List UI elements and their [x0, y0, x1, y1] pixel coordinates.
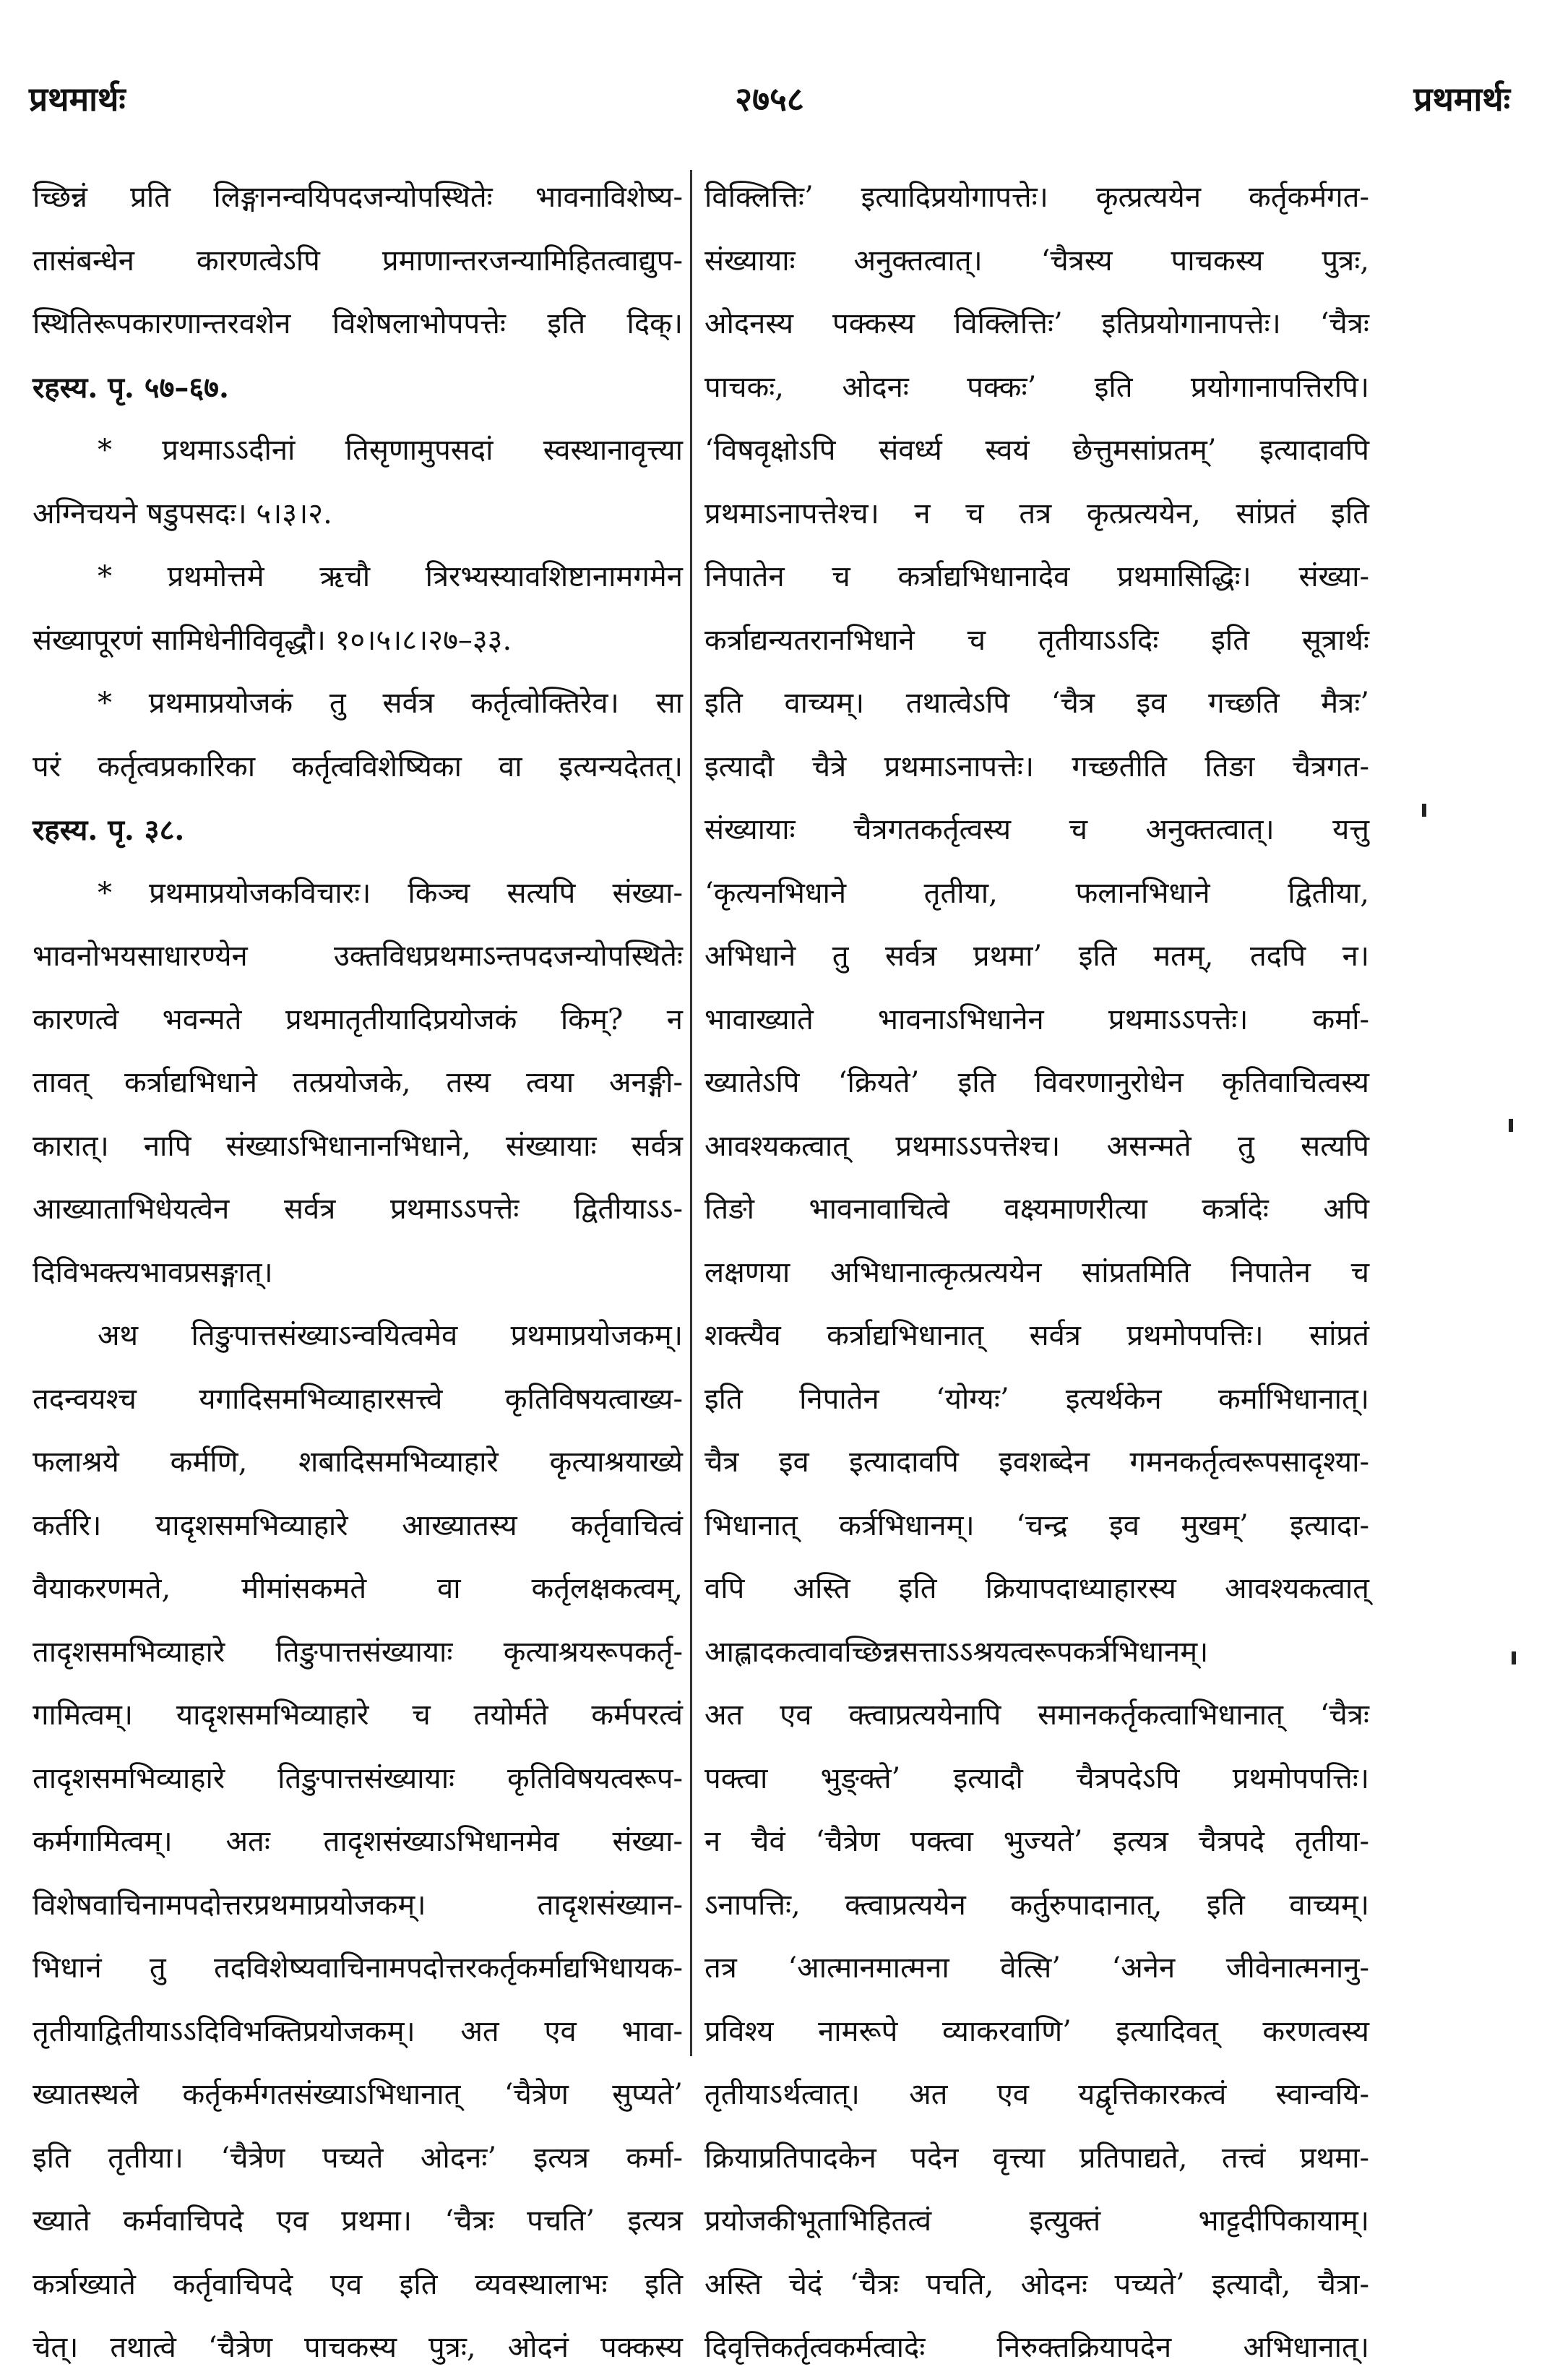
text-line: न चैवं ‘चैत्रेण पक्त्वा भुज्यते’ इत्यत्र चैत्रपदे तृतीया- — [704, 1825, 1369, 1858]
text-line: विक्लित्तिः’ इत्यादिप्रयोगापत्तेः। कृत्प्रत्ययेन कर्तृकर्मगत- — [704, 181, 1369, 214]
text-line: संख्यापूरणं सामिधेनीविवृद्धौ। १०।५।८।२७–३३. — [33, 623, 512, 657]
text-line: इति तृतीया। ‘चैत्रेण पच्यते ओदनः’ इत्यत्र कर्मा- — [33, 2141, 683, 2175]
left-column — [33, 166, 683, 2364]
text-line: अत एव क्त्वाप्रत्ययेनापि समानकर्तृकत्वाभिधानात् ‘चैत्रः — [704, 1698, 1369, 1732]
text-line: स्थितिरूपकारणान्तरवशेन विशेषलाभोपपत्तेः इति दिक्। — [33, 307, 683, 340]
text-line: तदन्वयश्च यगादिसमभिव्याहारसत्त्वे कृतिविषयत्वाख्य- — [33, 1382, 683, 1416]
entry-heading-line: * प्रथमाप्रयोजकं तु सर्वत्र कर्तृत्वोक्तिरेव। सा — [98, 687, 683, 720]
text-line: च्छिन्नं प्रति लिङ्गानन्वयिपदजन्योपस्थितेः भावनाविशेष्य- — [33, 181, 683, 214]
scan-speck — [1422, 804, 1426, 817]
text-line: संख्यायाः अनुक्तत्वात्। ‘चैत्रस्य पाचकस्य पुत्रः, — [704, 244, 1369, 278]
text-line: चेत्। तथात्वे ‘चैत्रेण पाचकस्य पुत्रः, ओदनं पक्कस्य — [33, 2331, 683, 2364]
text-line: भावनोभयसाधारण्येन उक्तविधप्रथमाऽन्तपदजन्योपस्थितेः — [33, 940, 683, 973]
text-line: तादृशसमभिव्याहारे तिङुपात्तसंख्यायाः कृत्याश्रयरूपकर्तृ- — [33, 1635, 683, 1669]
header-right-title: प्रथमार्थः — [1413, 80, 1510, 119]
text-line: तत्र ‘आत्मानमात्मना वेत्सि’ ‘अनेन जीवेनात्मनानु- — [704, 1951, 1369, 1985]
text-line: वपि अस्ति इति क्रियापदाध्याहारस्य आवश्यकत्वात् — [704, 1572, 1369, 1605]
text-line: तृतीयाऽर्थत्वात्। अत एव यद्वृत्तिकारकत्वं स्वान्वयि- — [704, 2078, 1369, 2111]
text-line: इत्यादौ चैत्रे प्रथमाऽनापत्तेः। गच्छतीति तिङा चैत्रगत- — [704, 749, 1369, 783]
text-line: तावत् कर्त्राद्यभिधाने तत्प्रयोजके, तस्य त्वया अनङ्गी- — [33, 1066, 683, 1099]
text-line: ख्याते कर्मवाचिपदे एव प्रथमा। ‘चैत्रः पचति’ इत्यत्र — [33, 2204, 683, 2238]
text-line: विशेषवाचिनामपदोत्तरप्रथमाप्रयोजकम्। तादृशसंख्यान- — [33, 1888, 683, 1922]
entry-heading-line: * प्रथमाप्रयोजकविचारः। किञ्च सत्यपि संख्या- — [98, 876, 683, 910]
page-header — [29, 76, 1510, 141]
text-line: इति वाच्यम्। तथात्वेऽपि ‘चैत्र इव गच्छति मैत्रः’ — [704, 687, 1369, 720]
paragraph-start-line: अथ तिङुपात्तसंख्याऽन्वयित्वमेव प्रथमाप्रयोजकम्। — [98, 1319, 683, 1352]
text-line: आवश्यकत्वात् प्रथमाऽऽपत्तेश्च। असन्मते तु सत्यपि — [704, 1129, 1369, 1163]
text-line: फलाश्रये कर्मणि, शबादिसमभिव्याहारे कृत्याश्रयाख्ये — [33, 1445, 683, 1479]
text-line: कर्तरि। यादृशसमभिव्याहारे आख्यातस्य कर्तृवाचित्वं — [33, 1508, 683, 1542]
text-line: कारात्। नापि संख्याऽभिधानानभिधाने, संख्यायाः सर्वत्र — [33, 1129, 683, 1163]
text-line: आह्लादकत्वावच्छिन्नसत्ताऽऽश्रयत्वरूपकर्त्रभिधानम्। — [704, 1635, 1209, 1669]
entry-heading-line: * प्रथमाऽऽदीनां तिसृणामुपसदां स्वस्थानावृत्त्या — [98, 434, 683, 467]
text-line: ‘विषवृक्षोऽपि संवर्ध्य स्वयं छेत्तुमसांप्रतम्’ इत्यादावपि — [704, 434, 1369, 467]
text-line: शक्त्यैव कर्त्राद्यभिधानात् सर्वत्र प्रथमोपपत्तिः। सांप्रतं — [704, 1319, 1369, 1352]
text-line: पक्त्वा भुङ्क्ते’ इत्यादौ चैत्रपदेऽपि प्रथमोपपत्तिः। — [704, 1761, 1369, 1795]
text-line: कर्मगामित्वम्। अतः तादृशसंख्याऽभिधानमेव संख्या- — [33, 1825, 683, 1858]
right-column — [704, 166, 1369, 2364]
page-number: २७५८ — [735, 80, 804, 119]
text-line: कर्त्राद्यन्यतरानभिधाने च तृतीयाऽऽदिः इति सूत्रार्थः — [704, 623, 1369, 657]
text-line: ऽनापत्तिः, क्त्वाप्रत्ययेन कर्तुरुपादानात्, इति वाच्यम्। — [704, 1888, 1369, 1922]
header-left-title: प्रथमार्थः — [29, 80, 126, 119]
text-line: प्रथमाऽनापत्तेश्च। न च तत्र कृत्प्रत्ययेन, सांप्रतं इति — [704, 497, 1369, 530]
text-line: भिधानं तु तदविशेष्यवाचिनामपदोत्तरकर्तृकर्माद्यभिधायक- — [33, 1951, 683, 1985]
text-line: निपातेन च कर्त्राद्यभिधानादेव प्रथमासिद्धिः। संख्या- — [704, 560, 1369, 593]
text-line: लक्षणया अभिधानात्कृत्प्रत्ययेन सांप्रतमिति निपातेन च — [704, 1255, 1369, 1289]
text-line: संख्यायाः चैत्रगतकर्तृत्वस्य च अनुक्तत्वात्। यत्तु — [704, 813, 1369, 846]
text-line: गामित्वम्। यादृशसमभिव्याहारे च तयोर्मते कर्मपरत्वं — [33, 1698, 683, 1732]
entry-heading-line: * प्रथमोत्तमे ऋचौ त्रिरभ्यस्यावशिष्टानामगमेन — [98, 560, 683, 593]
text-line: भिधानात् कर्त्रभिधानम्। ‘चन्द्र इव मुखम्’ इत्यादा- — [704, 1508, 1369, 1542]
text-line: भावाख्याते भावनाऽभिधानेन प्रथमाऽऽपत्तेः। कर्मा- — [704, 1002, 1369, 1036]
text-line: तिङो भावनावाचित्वे वक्ष्यमाणरीत्या कर्त्रादेः अपि — [704, 1193, 1369, 1226]
text-line: प्रविश्य नामरूपे व्याकरवाणि’ इत्यादिवत् करणत्वस्य — [704, 2014, 1369, 2048]
text-line: दिवृत्तिकर्तृत्वकर्मत्वादेः निरुक्तक्रियापदेन अभिधानात्। — [704, 2331, 1369, 2364]
text-line: अभिधाने तु सर्वत्र प्रथमा’ इति मतम्, तदपि न। — [704, 940, 1369, 973]
text-line: पाचकः, ओदनः पक्कः’ इति प्रयोगानापत्तिरपि। — [704, 370, 1369, 404]
text-line: ओदनस्य पक्कस्य विक्लित्तिः’ इतिप्रयोगानापत्तेः। ‘चैत्रः — [704, 307, 1369, 340]
text-line: चैत्र इव इत्यादावपि इवशब्देन गमनकर्तृत्वरूपसादृश्या- — [704, 1445, 1369, 1479]
text-line: अग्निचयने षडुपसदः। ५।३।२. — [33, 497, 332, 530]
text-line: प्रयोजकीभूताभिहितत्वं इत्युक्तं भाट्टदीपिकायाम्। — [704, 2204, 1369, 2238]
text-line: क्रियाप्रतिपादकेन पदेन वृत्त्या प्रतिपाद्यते, तत्त्वं प्रथमा- — [704, 2141, 1369, 2175]
text-line: आख्याताभिधेयत्वेन सर्वत्र प्रथमाऽऽपत्तेः द्वितीयाऽऽ- — [33, 1193, 683, 1226]
scan-speck — [1512, 1651, 1516, 1664]
text-line: तासंबन्धेन कारणत्वेऽपि प्रमाणान्तरजन्यामिहितत्वाद्युप- — [33, 244, 683, 278]
text-line: परं कर्तृत्वप्रकारिका कर्तृत्वविशेष्यिका वा इत्यन्यदेतत्। — [33, 749, 683, 783]
text-line: दिविभक्त्यभावप्रसङ्गात्। — [33, 1255, 273, 1289]
text-line: वैयाकरणमते, मीमांसकमते वा कर्तृलक्षकत्वम्, — [33, 1572, 683, 1605]
text-line: अस्ति चेदं ‘चैत्रः पचति, ओदनः पच्यते’ इत्यादौ, चैत्रा- — [704, 2267, 1369, 2301]
reference-line: रहस्य. पृ. ५७–६७. — [33, 370, 229, 405]
text-line: तादृशसमभिव्याहारे तिङुपात्तसंख्यायाः कृतिविषयत्वरूप- — [33, 1761, 683, 1795]
text-line: ख्यातस्थले कर्तृकर्मगतसंख्याऽभिधानात् ‘चैत्रेण सुप्यते’ — [33, 2078, 683, 2111]
text-line: ‘कृत्यनभिधाने तृतीया, फलानभिधाने द्वितीया, — [704, 876, 1369, 910]
text-line: इति निपातेन ‘योग्यः’ इत्यर्थकेन कर्माभिधानात्। — [704, 1382, 1369, 1416]
text-line: तृतीयाद्वितीयाऽऽदिविभक्तिप्रयोजकम्। अत एव भावा- — [33, 2014, 683, 2048]
text-line: कर्त्राख्याते कर्तृवाचिपदे एव इति व्यवस्थालाभः इति — [33, 2267, 683, 2301]
reference-line: रहस्य. पृ. ३८. — [33, 813, 185, 847]
text-line: कारणत्वे भवन्मते प्रथमातृतीयादिप्रयोजकं किम्? न — [33, 1002, 683, 1036]
text-line: ख्यातेऽपि ‘क्रियते’ इति विवरणानुरोधेन कृतिवाचित्वस्य — [704, 1066, 1369, 1099]
scan-speck — [1509, 1119, 1513, 1132]
column-divider — [690, 170, 692, 2056]
